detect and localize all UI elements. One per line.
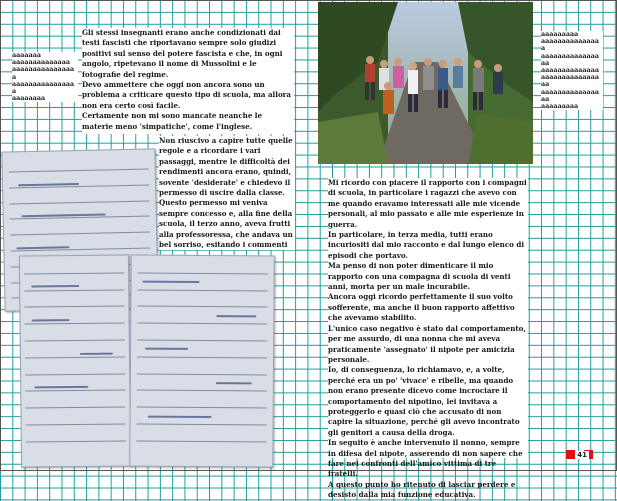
- side-note-line: aaaaaaaaaaaaaaa: [541, 37, 599, 53]
- side-note-line: aaaaaaaa: [12, 94, 46, 103]
- paragraph: L'unico caso negativo è stato dal comportamento, per me assurdo, di una nonna che mi aveva praticamente 'assegnato' il nipote per amicizia personale.: [328, 323, 526, 364]
- side-note-line: aaaaaaaaaaaaaa: [12, 58, 70, 67]
- article-column1-top: [82, 28, 294, 134]
- side-note-line: aaaaaaaaaaaaaaaa: [12, 79, 75, 96]
- paragraph: Gli stessi insegnanti erano anche condizionati dai testi fascisti che riportavano sempre solo giudizi positivi sul senso del potere fascista e che, in ogni angolo, ripetevano il nome di Mussolini e le fotografie del regime.: [82, 28, 283, 79]
- paragraph: Mi ricordo con piacere il rapporto con i compagni di scuola, in particolare i ragazzi che avevo con me quando eravamo interessati alle mie vicende personali, al mio passato e alle mie esperienze in guerra.: [328, 178, 527, 229]
- article-column1-continued: [159, 136, 295, 250]
- paragraph: Ma penso di non poter dimenticare il mio rapporto con una compagna di scuola di venti anni, morta per un male incurabile.: [328, 261, 511, 292]
- hikers-photo-image: [318, 2, 533, 164]
- article-column2: [328, 178, 528, 500]
- side-note-line: aaaaaaaaa: [541, 30, 579, 38]
- paragraph: Io, di conseguenza, lo richiamavo, e, a volte, perché era un po' 'vivace' e ribelle, ma quando non erano presente dicevo come incrociare il comportamento del nipotino, lei invitava a proteggerlo e quasi ciò che accusato di non capire la situazione, perché gli avevo incontrato gli genitori a causa della droga.: [328, 365, 520, 437]
- side-note-line: aaaaaaaaa: [541, 102, 579, 111]
- side-note-line: aaaaaaaaaaaaaaaa: [541, 51, 599, 67]
- page-marker-red: [566, 450, 575, 459]
- side-note-line: aaaaaaaaaaaaaaaa: [541, 73, 599, 89]
- hikers-photo: [318, 2, 533, 164]
- paragraph: Certamente non mi sono mancate neanche le materie meno 'simpatiche', come l'inglese.: [82, 111, 263, 131]
- side-note-line: aaaaaaaaaaaaaaaa: [12, 65, 75, 81]
- side-note-line: aaaaaaaaaaaaaa: [541, 66, 599, 75]
- report-card-document: [19, 254, 131, 467]
- paragraph: Devo ammettere che oggi non ancora sono un problema a criticare questo tipo di scuola, ma allora non era certo così facile.: [82, 80, 292, 110]
- paragraph: Non riuscivo a capire tutte quelle regole e a ricordare i vari passaggi, mentre le difficoltà dei rendimenti ancora erano, quindi, sovente 'desiderate' e chiedevo il permesso di uscire dalla classe. Questo permesso mi veniva sempre concesso e, alla fine della scuola, il terzo anno, aveva frutti alla professoressa, che andava un bel sorriso, esitando i commenti: [159, 136, 293, 250]
- paragraph: Ancora oggi ricordo perfettamente il suo volto sofferente, ma anche il buon rapporto affettivo che avevamo stabilito.: [328, 292, 515, 323]
- paragraph: In particolare, in terza media, tutti erano incuriositi dal mio racconto e dal lungo elenco di episodi che portavo.: [328, 230, 525, 260]
- side-note-left: [12, 52, 78, 102]
- paragraph: A questo punto ho ritenuto di lasciar perdere e desisto dalla mia funzione educativa.: [328, 479, 516, 500]
- side-note-right: [541, 31, 603, 110]
- side-note-line: aaaaaaaaaaaaaaaa: [541, 87, 599, 103]
- paragraph: In seguito è anche intervenuto il nonno, sempre in difesa del nipote, asserendo di non sapere che fare nei confronti dell'amico vittima di tre fratelli.: [328, 438, 523, 479]
- report-card-document: [129, 254, 274, 467]
- page-number: 41: [577, 451, 587, 459]
- side-note-line: aaaaaaa: [12, 51, 41, 59]
